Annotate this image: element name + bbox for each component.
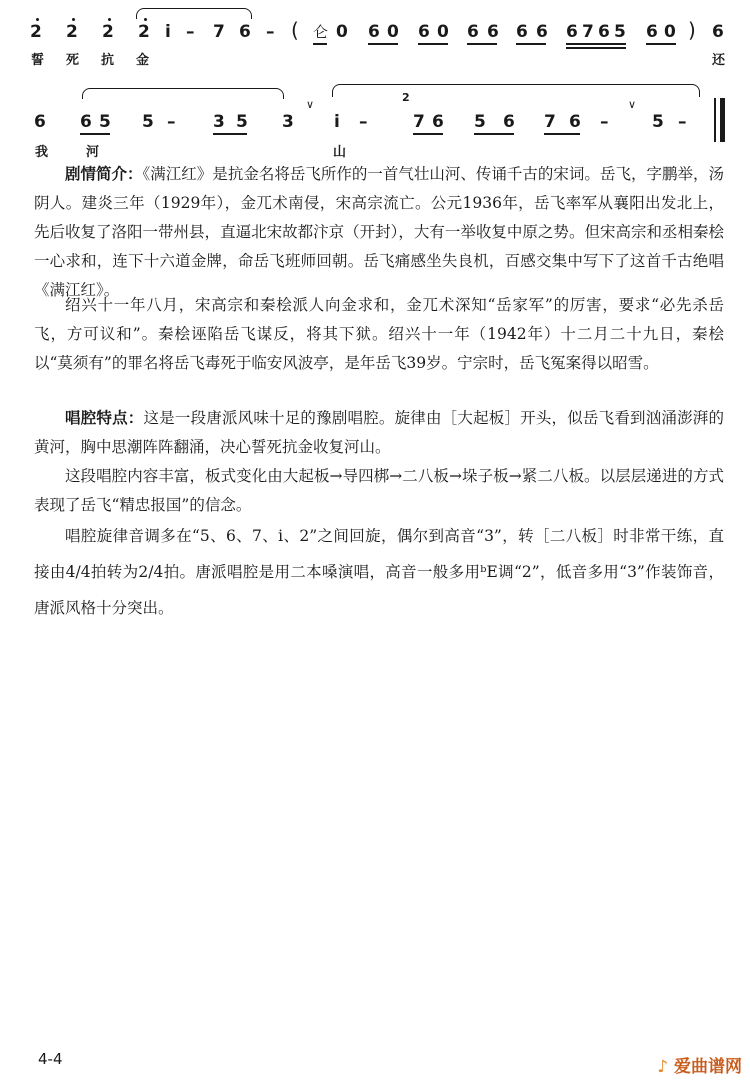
paragraph-melody xyxy=(34,518,724,626)
note: 6 xyxy=(418,22,430,42)
high-dot xyxy=(144,18,147,21)
final-barline-thin xyxy=(714,98,716,142)
underline xyxy=(213,133,247,135)
high-dot xyxy=(36,18,39,21)
note: 6 xyxy=(368,22,380,42)
note: 5 xyxy=(652,112,664,132)
paragraph-structure xyxy=(34,462,724,520)
paren-close: ) xyxy=(688,18,696,42)
lyric: 抗 xyxy=(101,53,115,68)
paragraph-history xyxy=(34,291,724,378)
high-dot xyxy=(108,18,111,21)
melody-text: 唱腔旋律音调多在“5、6、7、i、2”之间回旋，偶尔到高音“3”，转［二八板］时非常干练，直接由4/4拍转为2/4拍。唐派唱腔是用二本嗓演唱，高音一般多用ᵇE调“2”，低音多用“3”作装饰音，唐派风格十分突出。 xyxy=(34,527,724,617)
lyric: 死 xyxy=(66,53,80,68)
dash: – xyxy=(359,112,368,132)
history-text: 绍兴十一年八月，宋高宗和秦桧派人向金求和，金兀术深知“岳家军”的厉害，要求“必先杀岳飞，方可议和”。秦桧诬陷岳飞谋反，将其下狱。绍兴十一年（1942年）十二月二十九日，秦桧以“莫须有”的罪名将岳飞毒死于临安风波亭，是年岳飞39岁。宁宗时，岳飞冤案得以昭雪。 xyxy=(34,296,724,372)
slur xyxy=(136,8,252,19)
note: 7 xyxy=(544,112,556,132)
note: 2 xyxy=(66,22,78,42)
site-logo xyxy=(657,1052,742,1077)
underline xyxy=(80,133,110,135)
note: 0 xyxy=(336,22,348,42)
note: 6 xyxy=(503,112,515,132)
dash: – xyxy=(167,112,176,132)
note: 6 xyxy=(566,22,578,42)
underline xyxy=(566,47,626,49)
note: 6 xyxy=(569,112,581,132)
plot-summary-text: 《满江红》是抗金名将岳飞所作的一首气壮山河、传诵千古的宋词。岳飞，字鹏举，汤阴人。建炎三年（1929年），金兀术南侵，宋高宗流亡。公元1936年，岳飞率军从襄阳出发北上，先后收复了洛阳一带州县，直逼北宋故都汴京（开封），大有一举收复中原之势。但宋高宗和丞相秦桧一心求和，连下十六道金牌，命岳飞班师回朝。岳飞痛感坐失良机，百感交集中写下了这首千古绝唱《满江红》。 xyxy=(34,165,724,299)
paren-open: ( xyxy=(291,18,299,42)
grace-note: 2 xyxy=(402,91,410,104)
note: 6 xyxy=(598,22,610,42)
slur xyxy=(332,84,700,97)
underline xyxy=(474,133,514,135)
note: i xyxy=(165,22,171,42)
note: 5 xyxy=(142,112,154,132)
note: 0 xyxy=(664,22,676,42)
note: 7 xyxy=(213,22,225,42)
high-dot xyxy=(72,18,75,21)
underline xyxy=(516,43,546,45)
breath-mark: ∨ xyxy=(628,98,637,111)
underline xyxy=(544,133,580,135)
note: 2 xyxy=(102,22,114,42)
underline xyxy=(368,43,398,45)
note: i xyxy=(334,112,340,132)
page-number: 4-4 xyxy=(38,1050,63,1068)
underline xyxy=(646,43,676,45)
note: 6 xyxy=(432,112,444,132)
note: 仑 xyxy=(313,23,329,41)
note: 3 xyxy=(213,112,225,132)
slur xyxy=(82,88,284,99)
note: 6 xyxy=(239,22,251,42)
note: 6 xyxy=(487,22,499,42)
note: 6 xyxy=(467,22,479,42)
label-plot-summary: 剧情简介： xyxy=(65,165,143,183)
logo-text: 爱曲谱网 xyxy=(674,1057,742,1077)
note: 5 xyxy=(614,22,626,42)
dash: – xyxy=(678,112,687,132)
note: 6 xyxy=(80,112,92,132)
underline xyxy=(467,43,497,45)
lyric: 金 xyxy=(136,53,150,68)
note: 3 xyxy=(282,112,294,132)
lyric: 还 xyxy=(712,53,726,68)
note: 5 xyxy=(474,112,486,132)
note: 5 xyxy=(236,112,248,132)
note: 7 xyxy=(413,112,425,132)
note: 2 xyxy=(30,22,42,42)
lyric: 我 xyxy=(35,145,49,160)
paragraph-plot-summary xyxy=(34,160,724,305)
dash: – xyxy=(266,22,275,42)
dash: – xyxy=(186,22,195,42)
note: 6 xyxy=(712,22,724,42)
paragraph-features xyxy=(34,404,724,462)
final-barline-thick xyxy=(720,98,725,142)
underline xyxy=(566,43,626,45)
dash: – xyxy=(600,112,609,132)
note: 6 xyxy=(646,22,658,42)
logo-icon: ♪ xyxy=(657,1057,669,1077)
lyric: 山 xyxy=(333,145,347,160)
features-text: 这是一段唐派风味十足的豫剧唱腔。旋律由［大起板］开头，似岳飞看到汹涌澎湃的黄河，胸中思潮阵阵翻涌，决心誓死抗金收复河山。 xyxy=(34,409,724,456)
label-features: 唱腔特点： xyxy=(65,409,144,427)
note: 0 xyxy=(437,22,449,42)
note: 5 xyxy=(99,112,111,132)
note: 6 xyxy=(34,112,46,132)
note: 0 xyxy=(387,22,399,42)
note: 6 xyxy=(536,22,548,42)
structure-text: 这段唱腔内容丰富，板式变化由大起板→导四梆→二八板→垛子板→紧二八板。以层层递进的方式表现了岳飞“精忠报国”的信念。 xyxy=(34,467,724,514)
underline xyxy=(313,43,327,45)
note: 7 xyxy=(582,22,594,42)
note: 6 xyxy=(516,22,528,42)
lyric: 河 xyxy=(86,145,100,160)
breath-mark: ∨ xyxy=(306,98,315,111)
underline xyxy=(413,133,443,135)
underline xyxy=(418,43,448,45)
note: 2 xyxy=(138,22,150,42)
lyric: 誓 xyxy=(31,53,45,68)
